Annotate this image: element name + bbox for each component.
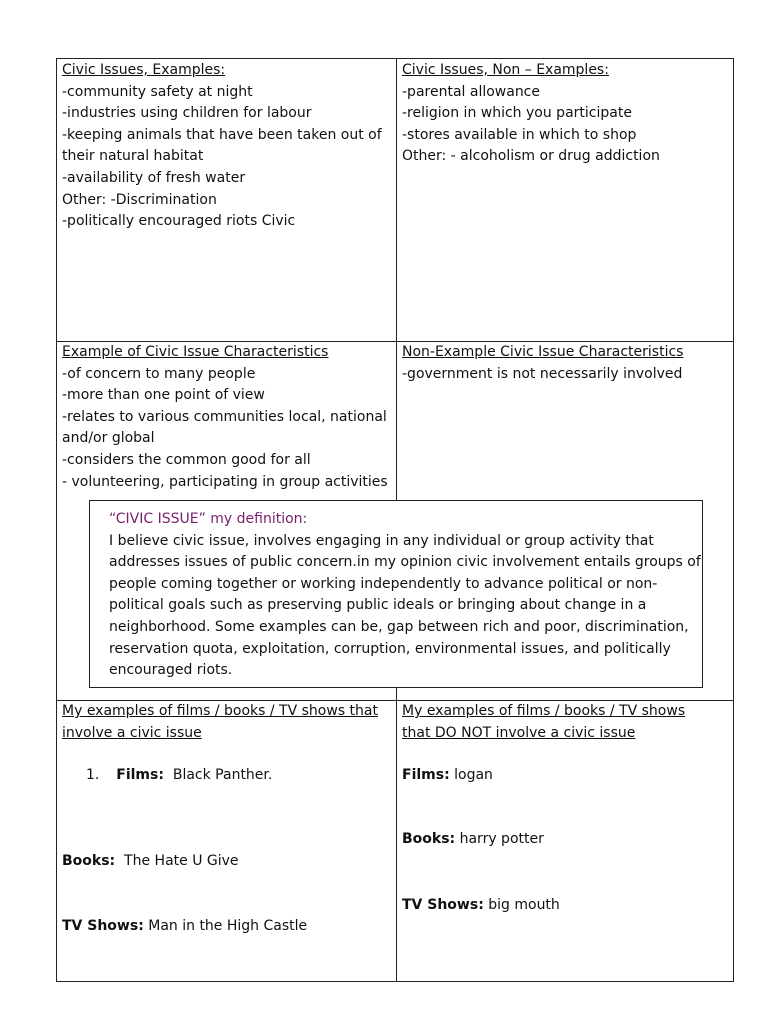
civic-examples-cell xyxy=(62,60,392,233)
films-label: Films: xyxy=(402,767,450,783)
list-number: 1. xyxy=(86,767,100,783)
books-value: harry potter xyxy=(455,831,544,847)
characteristic-line: - volunteering, participating in group activities xyxy=(62,473,388,490)
civic-example-line: -industries using children for labour xyxy=(62,105,312,122)
civic-example-line: -politically encouraged riots Civic xyxy=(62,213,296,230)
civic-non-example-line: Other: - alcoholism or drug addiction xyxy=(402,148,660,165)
films-value: logan xyxy=(449,767,493,783)
media-non-civic-films xyxy=(402,767,493,783)
definition-line: people coming together or working independently to advance political or non- xyxy=(109,575,658,592)
non-characteristic-line: -government is not necessarily involved xyxy=(402,365,683,382)
media-non-civic-tv xyxy=(402,897,560,913)
definition-line: neighborhood. Some examples can be, gap between rich and poor, discrimination, xyxy=(109,618,689,635)
non-characteristics-cell xyxy=(402,342,730,385)
tv-label: TV Shows: xyxy=(402,897,484,913)
media-civic-heading xyxy=(62,701,392,744)
civic-example-line: their natural habitat xyxy=(62,148,204,165)
definition-title: “CIVIC ISSUE” my definition: xyxy=(109,511,308,527)
definition-line: reservation quota, exploitation, corruption, environmental issues, and politically xyxy=(109,640,671,657)
definition-line: political goals such as preserving public ideals or bringing about change in a xyxy=(109,597,647,614)
civic-characteristics-heading: Example of Civic Issue Characteristics xyxy=(62,344,329,360)
definition-line: addresses issues of public concern.in my opinion civic involvement entails groups of xyxy=(109,554,701,571)
media-civic-films xyxy=(86,767,272,783)
characteristic-line: -considers the common good for all xyxy=(62,451,311,468)
books-label: Books: xyxy=(62,853,116,869)
tv-label: TV Shows: xyxy=(62,918,144,934)
media-civic-heading-line1: My examples of films / books / TV shows that xyxy=(62,703,378,719)
characteristic-line: and/or global xyxy=(62,430,155,447)
books-value: The Hate U Give xyxy=(115,853,239,869)
civic-examples-heading: Civic Issues, Examples: xyxy=(62,62,226,78)
tv-value: Man in the High Castle xyxy=(143,918,308,934)
table-column-divider-top xyxy=(396,58,397,501)
civic-example-line: -keeping animals that have been taken out of xyxy=(62,126,382,143)
films-label: Films: xyxy=(116,767,164,783)
civic-example-line: -availability of fresh water xyxy=(62,169,246,186)
films-value: Black Panther. xyxy=(163,767,273,783)
media-non-civic-heading-line2: that DO NOT involve a civic issue xyxy=(402,724,636,741)
civic-non-example-line: -stores available in which to shop xyxy=(402,126,637,143)
civic-characteristics-cell xyxy=(62,342,392,493)
media-civic-tv xyxy=(62,918,307,934)
characteristic-line: -relates to various communities local, national xyxy=(62,408,387,425)
books-label: Books: xyxy=(402,831,456,847)
non-characteristics-heading: Non-Example Civic Issue Characteristics xyxy=(402,344,684,360)
civic-example-line: Other: -Discrimination xyxy=(62,191,217,208)
tv-value: big mouth xyxy=(483,897,560,913)
civic-non-example-line: -parental allowance xyxy=(402,83,540,100)
media-non-civic-books xyxy=(402,831,544,847)
definition-box xyxy=(89,500,703,688)
media-civic-books xyxy=(62,853,239,869)
civic-example-line: -community safety at night xyxy=(62,83,253,100)
table-column-divider-bottom xyxy=(396,688,397,982)
media-civic-heading-line2: involve a civic issue xyxy=(62,724,202,741)
media-non-civic-heading xyxy=(402,701,730,744)
characteristic-line: -of concern to many people xyxy=(62,365,256,382)
definition-line: encouraged riots. xyxy=(109,662,233,679)
civic-non-examples-heading: Civic Issues, Non – Examples: xyxy=(402,62,609,78)
civic-non-example-line: -religion in which you participate xyxy=(402,105,632,122)
media-non-civic-heading-line1: My examples of films / books / TV shows xyxy=(402,703,686,719)
characteristic-line: -more than one point of view xyxy=(62,387,265,404)
civic-non-examples-cell xyxy=(402,60,730,168)
definition-line: I believe civic issue, involves engaging in any individual or group activity that xyxy=(109,532,654,549)
